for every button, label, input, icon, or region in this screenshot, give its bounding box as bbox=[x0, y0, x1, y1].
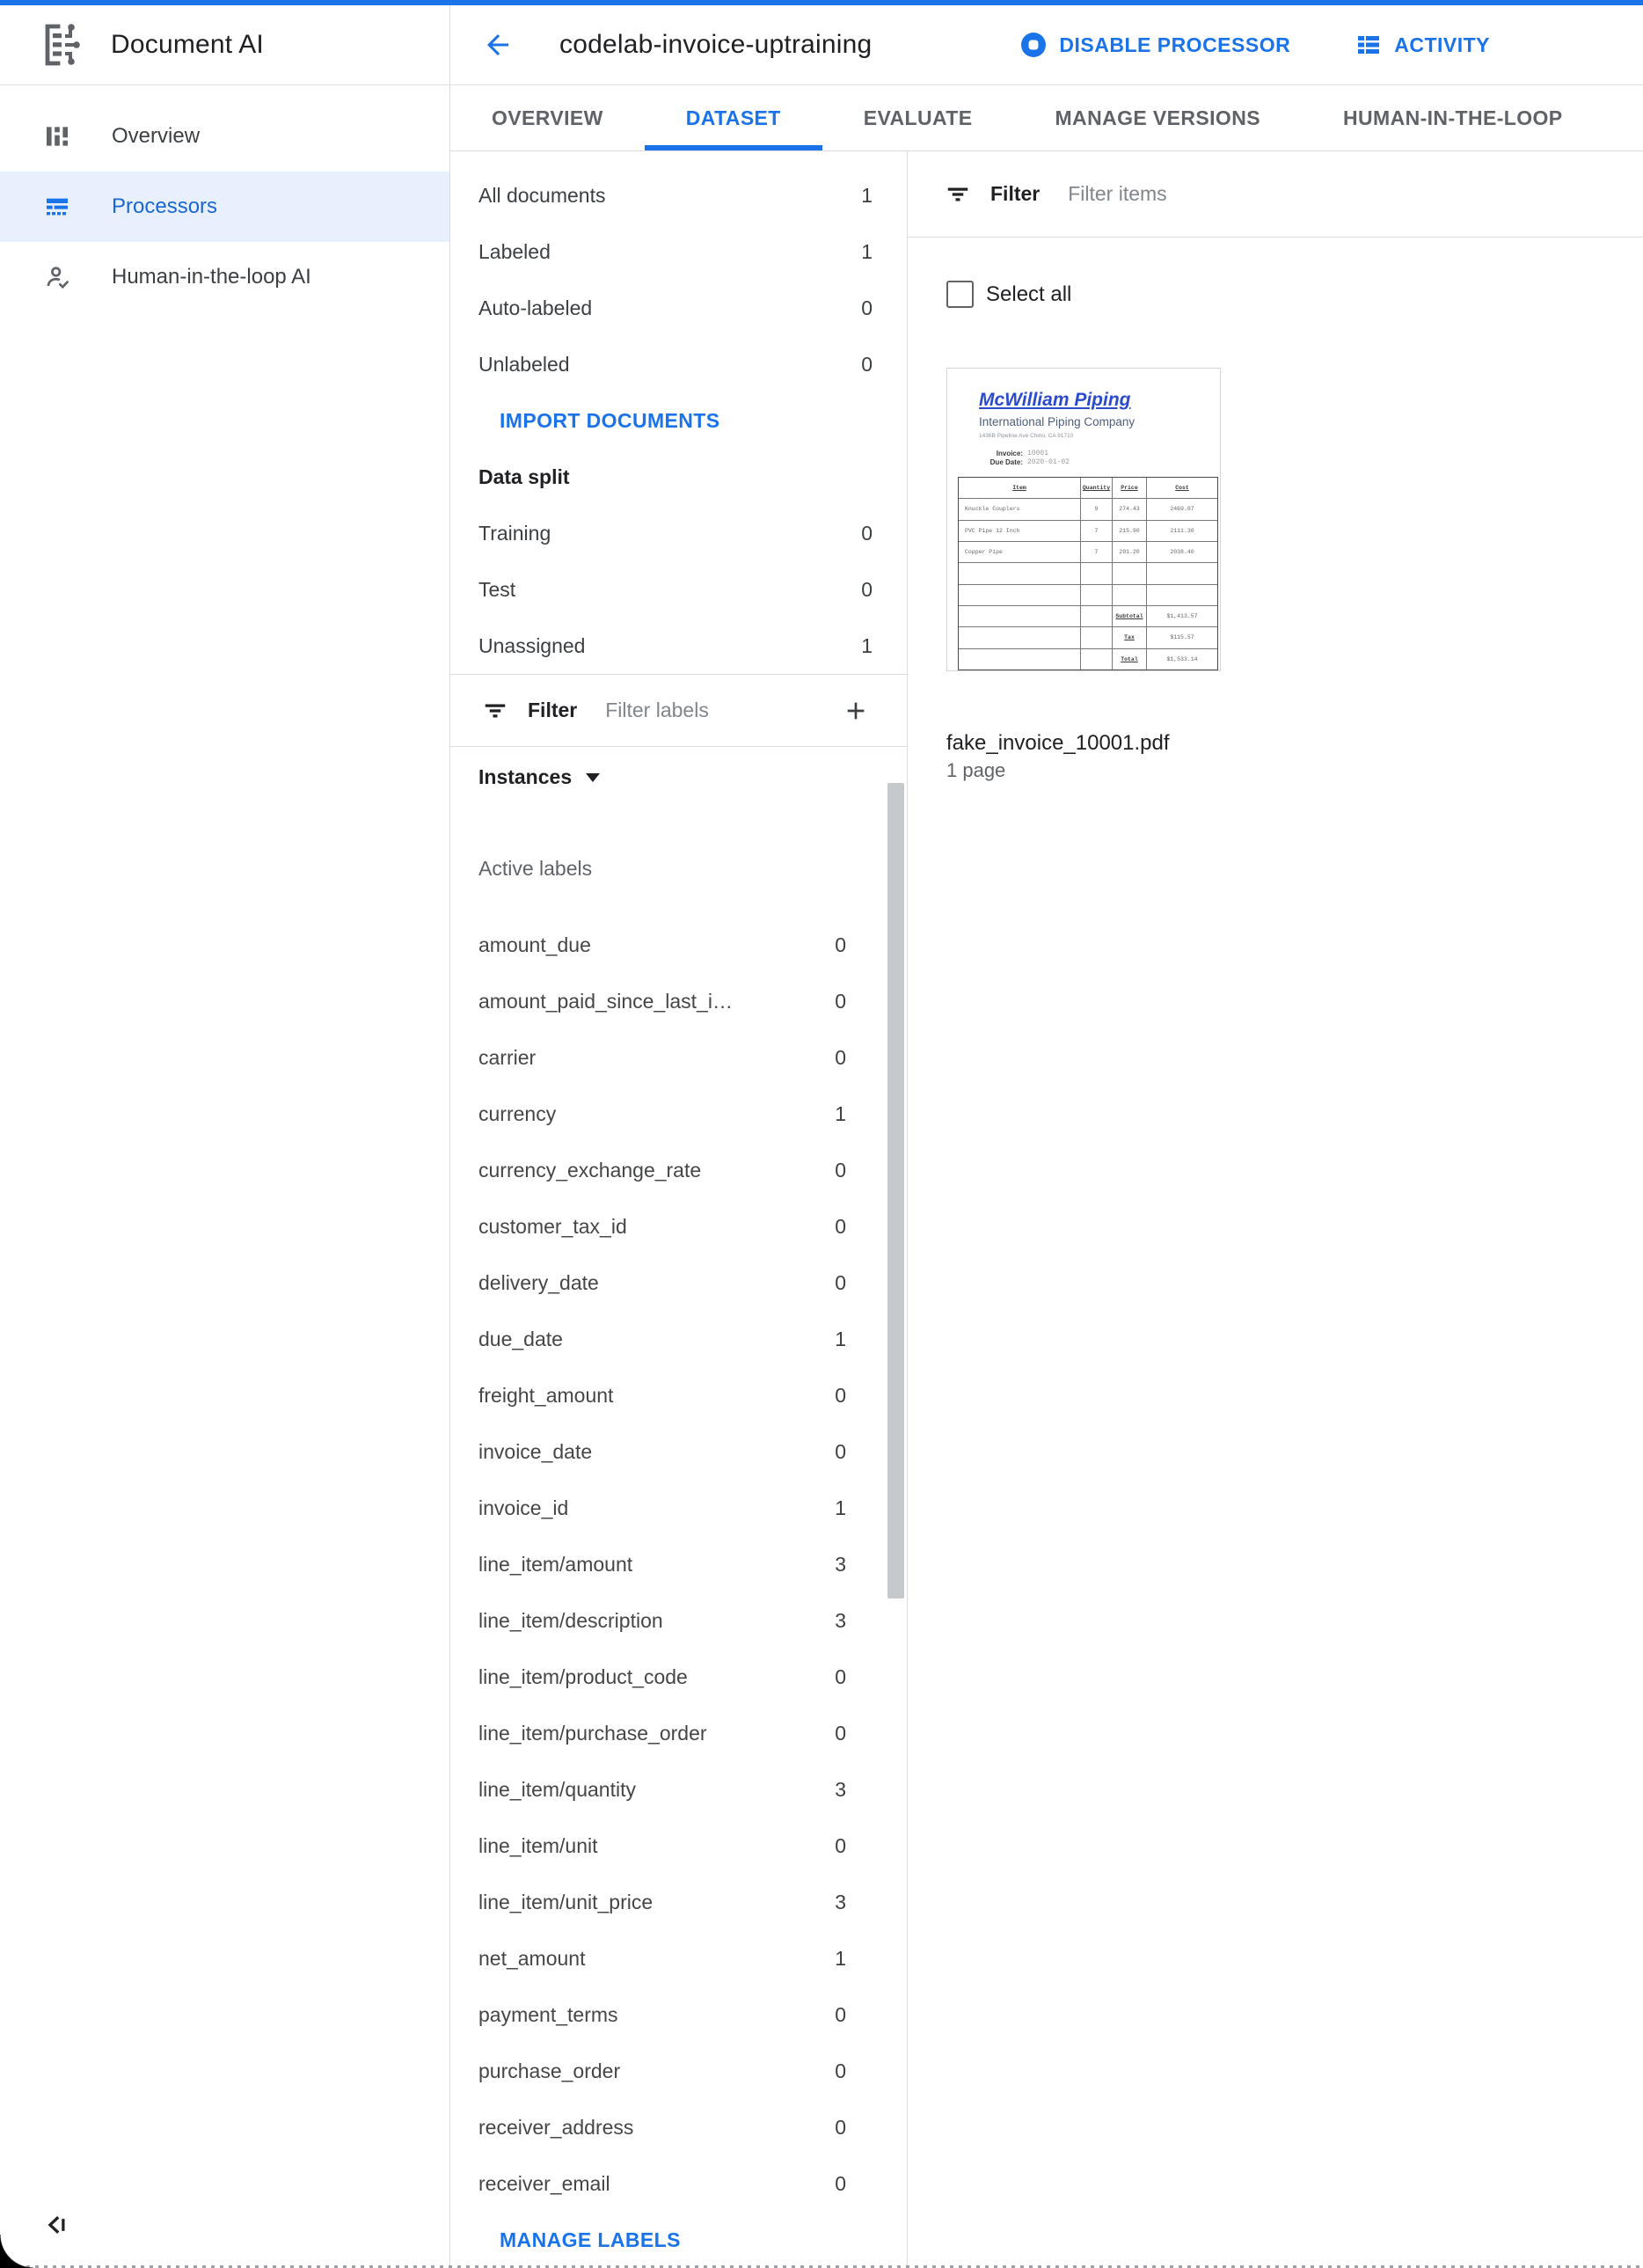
active-labels-title: Active labels bbox=[478, 856, 593, 880]
count-value: 0 bbox=[861, 296, 873, 319]
label-name: amount_due bbox=[478, 933, 591, 956]
invoice-meta-row bbox=[974, 458, 1070, 467]
invoice-meta-value: 10001 bbox=[1027, 450, 1049, 457]
invoice-total-label: Total bbox=[1113, 649, 1147, 669]
count-value: 1 bbox=[861, 239, 873, 263]
label-row[interactable] bbox=[450, 1986, 907, 2043]
label-count: 0 bbox=[835, 1270, 846, 1294]
label-name: line_item/unit_price bbox=[478, 1890, 654, 1913]
activity-list-icon bbox=[1355, 32, 1382, 58]
label-count: 0 bbox=[835, 2115, 846, 2139]
manage-labels-button[interactable]: MANAGE LABELS bbox=[500, 2228, 681, 2251]
sidebar-item-label: Overview bbox=[112, 124, 201, 148]
split-label: Training bbox=[478, 521, 551, 545]
label-row[interactable] bbox=[450, 1649, 907, 1705]
processor-title: codelab-invoice-uptraining bbox=[559, 30, 873, 59]
instances-dropdown[interactable] bbox=[450, 747, 907, 808]
main-content bbox=[450, 5, 1643, 2268]
label-name: line_item/purchase_order bbox=[478, 1721, 707, 1745]
label-count: 0 bbox=[835, 1721, 846, 1745]
label-row[interactable] bbox=[450, 1255, 907, 1311]
document-filename[interactable]: fake_invoice_10001.pdf bbox=[946, 731, 1170, 755]
left-sidebar bbox=[0, 5, 450, 2268]
label-count: 3 bbox=[835, 1608, 846, 1632]
sidebar-item-processors[interactable] bbox=[0, 172, 449, 242]
items-filter-bar bbox=[908, 151, 1643, 238]
label-row[interactable] bbox=[450, 1930, 907, 1986]
sidebar-header bbox=[0, 5, 449, 85]
browser-top-strip bbox=[0, 0, 1643, 5]
label-row[interactable] bbox=[450, 973, 907, 1029]
label-row[interactable] bbox=[450, 1480, 907, 1536]
processor-header bbox=[450, 5, 1643, 85]
manage-labels-row bbox=[450, 2212, 907, 2268]
label-name: currency bbox=[478, 1101, 557, 1125]
invoice-total-row bbox=[959, 648, 1217, 669]
label-count: 3 bbox=[835, 1552, 846, 1576]
label-row[interactable] bbox=[450, 1367, 907, 1423]
invoice-header-item: Item bbox=[959, 478, 1081, 498]
invoice-total-row bbox=[959, 626, 1217, 647]
label-count: 0 bbox=[835, 933, 846, 956]
invoice-empty-row bbox=[959, 562, 1217, 583]
label-count: 0 bbox=[835, 1214, 846, 1238]
label-name: currency_exchange_rate bbox=[478, 1158, 702, 1182]
human-in-the-loop-icon bbox=[42, 262, 72, 292]
data-split-row[interactable] bbox=[450, 561, 907, 618]
line-item-quantity: 7 bbox=[1081, 542, 1113, 562]
app-title: Document AI bbox=[111, 30, 264, 59]
label-count: 0 bbox=[835, 1664, 846, 1688]
label-row[interactable] bbox=[450, 1029, 907, 1086]
count-value: 1 bbox=[861, 183, 873, 207]
label-count: 0 bbox=[835, 2059, 846, 2082]
label-count: 0 bbox=[835, 1439, 846, 1463]
line-item-cost: 2111.30 bbox=[1170, 527, 1194, 534]
label-name: net_amount bbox=[478, 1946, 586, 1970]
label-row[interactable] bbox=[450, 2099, 907, 2155]
count-label: Labeled bbox=[478, 239, 551, 263]
line-item-description: PVC Pipe 12 Inch bbox=[959, 521, 1081, 541]
label-name: invoice_date bbox=[478, 1439, 593, 1463]
line-item-quantity: 7 bbox=[1081, 521, 1113, 541]
split-value: 0 bbox=[861, 521, 873, 545]
label-row[interactable] bbox=[450, 1086, 907, 1142]
split-value: 1 bbox=[861, 633, 873, 657]
invoice-total-value: $1,533.14 bbox=[1166, 655, 1198, 662]
invoice-header-quantity: Quantity bbox=[1081, 478, 1113, 498]
sidebar-item-overview[interactable] bbox=[0, 101, 449, 172]
label-name: customer_tax_id bbox=[478, 1214, 627, 1238]
label-row[interactable] bbox=[450, 1198, 907, 1255]
line-item-cost: 2038.40 bbox=[1170, 549, 1194, 556]
data-split-row[interactable] bbox=[450, 505, 907, 561]
invoice-line-item bbox=[959, 520, 1217, 541]
invoice-company-address: 1436B Pipeline Ave Chino, CA 91710 bbox=[979, 433, 1074, 439]
activity-label: ACTIVITY bbox=[1394, 33, 1490, 56]
collapse-sidebar-button[interactable] bbox=[44, 2211, 70, 2239]
count-label: Unlabeled bbox=[478, 352, 570, 376]
invoice-total-label: Subtotal bbox=[1113, 606, 1147, 626]
data-split-header bbox=[450, 449, 907, 505]
label-name: carrier bbox=[478, 1045, 537, 1069]
label-row[interactable] bbox=[450, 1311, 907, 1367]
label-name: due_date bbox=[478, 1327, 563, 1350]
add-label-button[interactable] bbox=[840, 695, 872, 727]
disable-processor-label: DISABLE PROCESSOR bbox=[1059, 33, 1291, 56]
label-name: amount_paid_since_last_i… bbox=[478, 989, 733, 1013]
select-all-label: Select all bbox=[986, 282, 1072, 306]
label-row[interactable] bbox=[450, 1142, 907, 1198]
filter-label: Filter bbox=[990, 182, 1041, 205]
line-item-quantity: 9 bbox=[1081, 499, 1113, 519]
label-count: 1 bbox=[835, 1496, 846, 1519]
split-value: 0 bbox=[861, 577, 873, 601]
document-count-row[interactable] bbox=[450, 280, 907, 336]
dataset-panel bbox=[450, 151, 908, 2268]
label-name: freight_amount bbox=[478, 1383, 614, 1407]
count-label: Auto-labeled bbox=[478, 296, 593, 319]
label-name: receiver_email bbox=[478, 2171, 610, 2195]
label-count: 1 bbox=[835, 1101, 846, 1125]
count-value: 0 bbox=[861, 352, 873, 376]
label-name: delivery_date bbox=[478, 1270, 599, 1294]
filter-labels-input[interactable]: Filter labels bbox=[605, 699, 709, 721]
invoice-company-name: McWilliam Piping bbox=[979, 390, 1131, 410]
label-name: invoice_id bbox=[478, 1496, 569, 1519]
import-documents-row bbox=[450, 392, 907, 449]
invoice-header-price: Price bbox=[1113, 478, 1147, 498]
label-count: 3 bbox=[835, 1890, 846, 1913]
invoice-empty-row bbox=[959, 584, 1217, 605]
label-count: 0 bbox=[835, 1045, 846, 1069]
data-split-list bbox=[450, 505, 907, 674]
filter-icon bbox=[482, 698, 508, 724]
sidebar-item-label: Processors bbox=[112, 194, 218, 218]
invoice-total-value: $115.57 bbox=[1170, 634, 1194, 641]
document-count-row[interactable] bbox=[450, 336, 907, 392]
document-count-row[interactable] bbox=[450, 223, 907, 280]
documents-panel bbox=[908, 151, 1643, 2268]
invoice-meta-value: 2020-01-02 bbox=[1027, 458, 1070, 466]
count-label: All documents bbox=[478, 183, 606, 207]
line-item-price: 291.20 bbox=[1113, 542, 1147, 562]
invoice-meta bbox=[974, 450, 1070, 467]
label-row[interactable] bbox=[450, 2043, 907, 2099]
label-row[interactable] bbox=[450, 1761, 907, 1818]
invoice-meta-row bbox=[974, 450, 1070, 458]
line-item-price: 215.90 bbox=[1113, 521, 1147, 541]
invoice-meta-label: Due Date: bbox=[989, 458, 1023, 466]
overview-icon bbox=[42, 121, 72, 151]
document-page-count: 1 page bbox=[946, 759, 1006, 781]
filter-icon bbox=[945, 181, 971, 208]
sidebar-item-label: Human-in-the-loop AI bbox=[112, 265, 311, 289]
instances-label: Instances bbox=[478, 765, 573, 788]
select-all-row bbox=[908, 281, 1643, 308]
window-corner bbox=[0, 2235, 33, 2268]
import-documents-button[interactable]: IMPORT DOCUMENTS bbox=[500, 408, 720, 432]
label-count: 3 bbox=[835, 1777, 846, 1801]
label-count: 1 bbox=[835, 1946, 846, 1970]
label-row[interactable] bbox=[450, 1592, 907, 1649]
invoice-line-item bbox=[959, 498, 1217, 519]
data-split-row[interactable] bbox=[450, 618, 907, 674]
label-count: 0 bbox=[835, 1383, 846, 1407]
invoice-table-header bbox=[959, 478, 1217, 498]
label-row[interactable] bbox=[450, 1705, 907, 1761]
label-count: 0 bbox=[835, 2171, 846, 2195]
tab-manage-versions[interactable]: MANAGE VERSIONS bbox=[1055, 106, 1260, 129]
sidebar-item-hitl[interactable] bbox=[0, 242, 449, 312]
tab-dataset[interactable]: DATASET bbox=[645, 85, 822, 150]
active-labels-list bbox=[450, 917, 907, 2212]
tab-overview[interactable]: OVERVIEW bbox=[492, 106, 603, 129]
data-split-title: Data split bbox=[478, 465, 570, 488]
label-row[interactable] bbox=[450, 917, 907, 973]
document-ai-logo-icon bbox=[35, 20, 84, 70]
label-name: payment_terms bbox=[478, 2002, 618, 2026]
label-name: line_item/description bbox=[478, 1608, 663, 1632]
invoice-total-value: $1,413.57 bbox=[1166, 613, 1198, 620]
document-counts-list bbox=[450, 167, 907, 392]
label-count: 0 bbox=[835, 989, 846, 1013]
label-filter-bar bbox=[450, 674, 907, 747]
invoice-line-item bbox=[959, 541, 1217, 562]
chevron-down-icon bbox=[586, 773, 600, 782]
invoice-table bbox=[958, 477, 1218, 670]
processors-icon bbox=[42, 192, 72, 222]
filter-label: Filter bbox=[528, 699, 578, 721]
activity-button[interactable] bbox=[1355, 32, 1490, 58]
label-count: 0 bbox=[835, 2002, 846, 2026]
disable-processor-button[interactable] bbox=[1020, 32, 1290, 58]
label-row[interactable] bbox=[450, 1818, 907, 1874]
document-thumbnail[interactable] bbox=[946, 368, 1221, 671]
label-name: purchase_order bbox=[478, 2059, 621, 2082]
label-count: 0 bbox=[835, 1833, 846, 1857]
line-item-price: 274.43 bbox=[1113, 499, 1147, 519]
tab-bar bbox=[450, 85, 1643, 151]
label-row[interactable] bbox=[450, 1536, 907, 1592]
line-item-description: Knuckle Couplers bbox=[959, 499, 1081, 519]
filter-items-input[interactable]: Filter items bbox=[1068, 182, 1167, 205]
document-count-row[interactable] bbox=[450, 167, 907, 223]
invoice-header-cost: Cost bbox=[1175, 485, 1189, 492]
select-all-checkbox[interactable] bbox=[946, 281, 974, 308]
split-label: Unassigned bbox=[478, 633, 586, 657]
tab-human-in-the-loop[interactable]: HUMAN-IN-THE-LOOP bbox=[1342, 106, 1563, 129]
label-row[interactable] bbox=[450, 1423, 907, 1480]
label-name: line_item/product_code bbox=[478, 1664, 688, 1688]
invoice-total-label: Tax bbox=[1113, 627, 1147, 647]
split-label: Test bbox=[478, 577, 516, 601]
invoice-total-row bbox=[959, 605, 1217, 626]
line-item-description: Copper Pipe bbox=[959, 542, 1081, 562]
back-arrow-icon[interactable] bbox=[482, 29, 514, 61]
label-count: 0 bbox=[835, 1158, 846, 1182]
label-name: receiver_address bbox=[478, 2115, 634, 2139]
invoice-meta-label: Invoice: bbox=[996, 450, 1023, 457]
label-name: line_item/quantity bbox=[478, 1777, 636, 1801]
label-count: 1 bbox=[835, 1327, 846, 1350]
invoice-company-subtitle: International Piping Company bbox=[979, 415, 1135, 428]
line-item-cost: 2469.87 bbox=[1170, 506, 1194, 513]
disable-icon bbox=[1020, 32, 1047, 58]
label-row[interactable] bbox=[450, 2155, 907, 2212]
sidebar-nav bbox=[0, 101, 449, 312]
label-name: line_item/unit bbox=[478, 1833, 598, 1857]
tab-evaluate[interactable]: EVALUATE bbox=[863, 106, 973, 129]
label-row[interactable] bbox=[450, 1874, 907, 1930]
label-name: line_item/amount bbox=[478, 1552, 633, 1576]
scrollbar-thumb[interactable] bbox=[887, 783, 904, 1599]
